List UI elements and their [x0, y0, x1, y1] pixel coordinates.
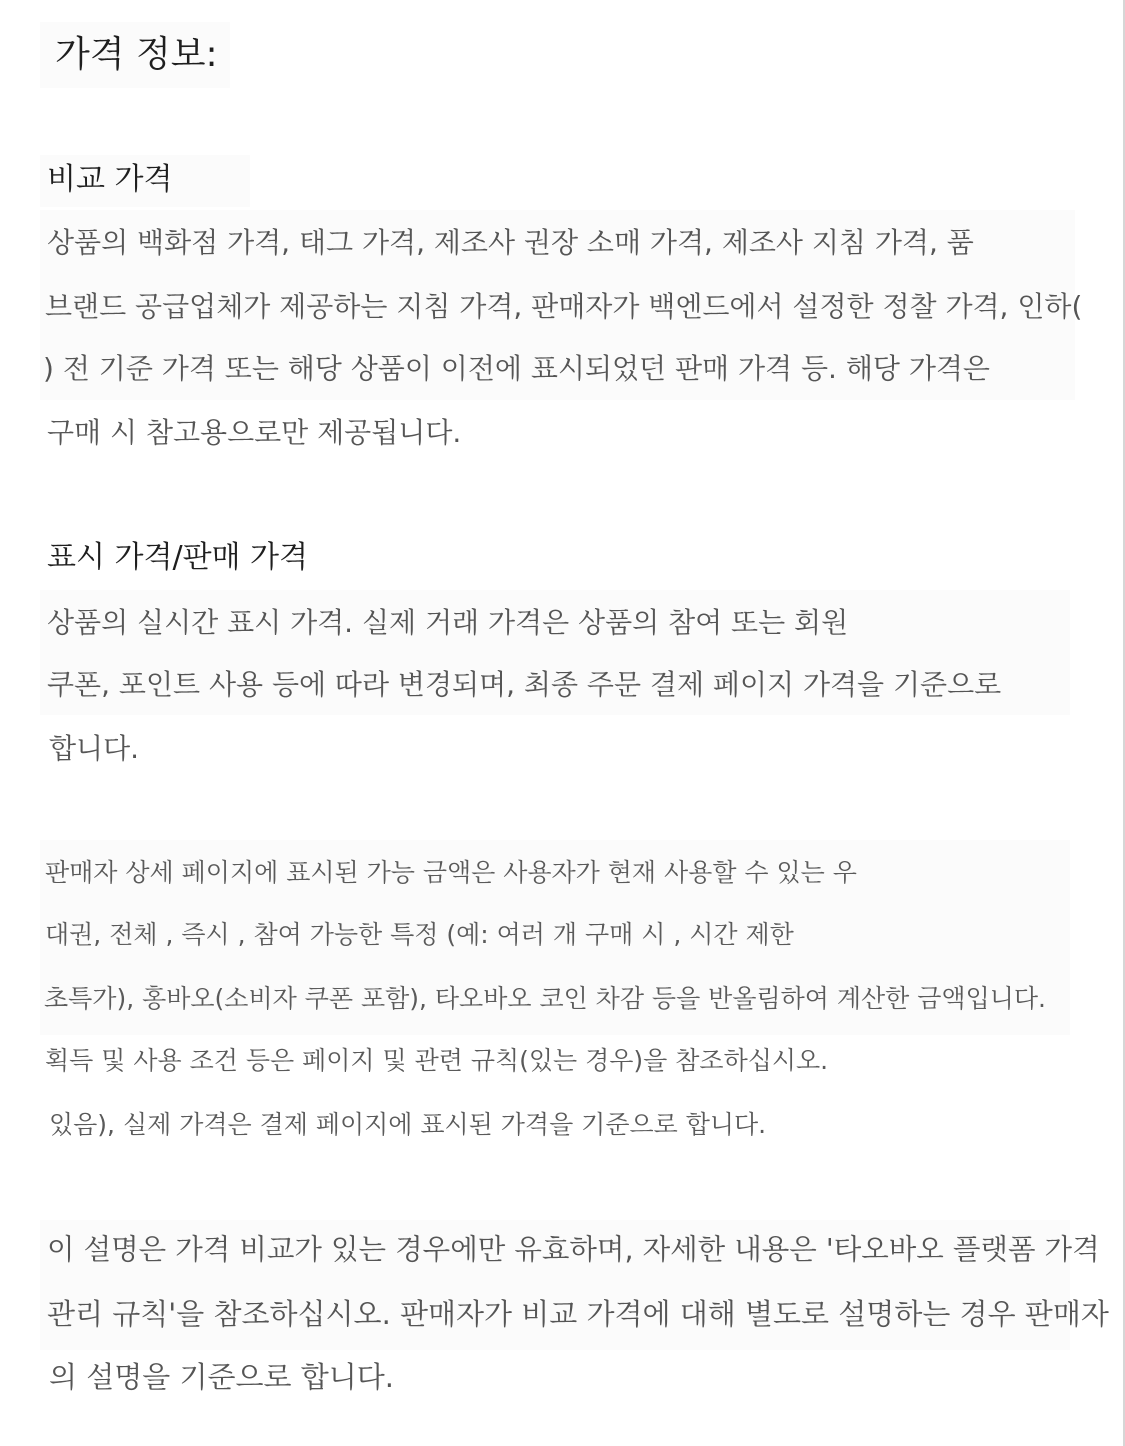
- paragraph-line: ) 전 기준 가격 또는 해당 상품이 이전에 표시되었던 판매 가격 등. 해당 가격은: [43, 352, 990, 385]
- detail-line: 있음), 실제 가격은 결제 페이지에 표시된 가격을 기준으로 합니다.: [49, 1110, 767, 1139]
- paragraph-line: 합니다.: [49, 732, 140, 765]
- note-line: 관리 규칙'을 참조하십시오. 판매자가 비교 가격에 대해 별도로 설명하는 경우 판매자: [47, 1297, 1109, 1331]
- detail-line: 획득 및 사용 조건 등은 페이지 및 관련 규칙(있는 경우)을 참조하십시오.: [45, 1046, 829, 1075]
- detail-line: 판매자 상세 페이지에 표시된 가능 금액은 사용자가 현재 사용할 수 있는 우: [45, 858, 857, 887]
- paragraph-line: 상품의 백화점 가격, 태그 가격, 제조사 권장 소매 가격, 제조사 지침 가격, 품: [47, 226, 974, 259]
- section-heading: 비교 가격: [47, 162, 173, 197]
- paragraph-line: 구매 시 참고용으로만 제공됩니다.: [47, 416, 462, 449]
- section-heading: 표시 가격/판매 가격: [47, 540, 309, 575]
- paragraph-line: 브랜드 공급업체가 제공하는 지침 가격, 판매자가 백엔드에서 설정한 정찰 가격, 인하(: [45, 290, 1083, 323]
- detail-line: 대권, 전체 , 즉시 , 참여 가능한 특정 (예: 여러 개 구매 시 , 시간 제한: [45, 920, 794, 949]
- page-title: 가격 정보:: [55, 34, 218, 75]
- detail-line: 초특가), 홍바오(소비자 쿠폰 포함), 타오바오 코인 차감 등을 반올림하여 계산한 금액입니다.: [44, 984, 1046, 1013]
- note-line: 이 설명은 가격 비교가 있는 경우에만 유효하며, 자세한 내용은 '타오바오 플랫폼 가격: [47, 1233, 1100, 1266]
- note-line: 의 설명을 기준으로 합니다.: [49, 1360, 395, 1394]
- paragraph-line: 쿠폰, 포인트 사용 등에 따라 변경되며, 최종 주문 결제 페이지 가격을 기준으로: [47, 668, 1002, 701]
- paragraph-line: 상품의 실시간 표시 가격. 실제 거래 가격은 상품의 참여 또는 회원: [47, 606, 849, 639]
